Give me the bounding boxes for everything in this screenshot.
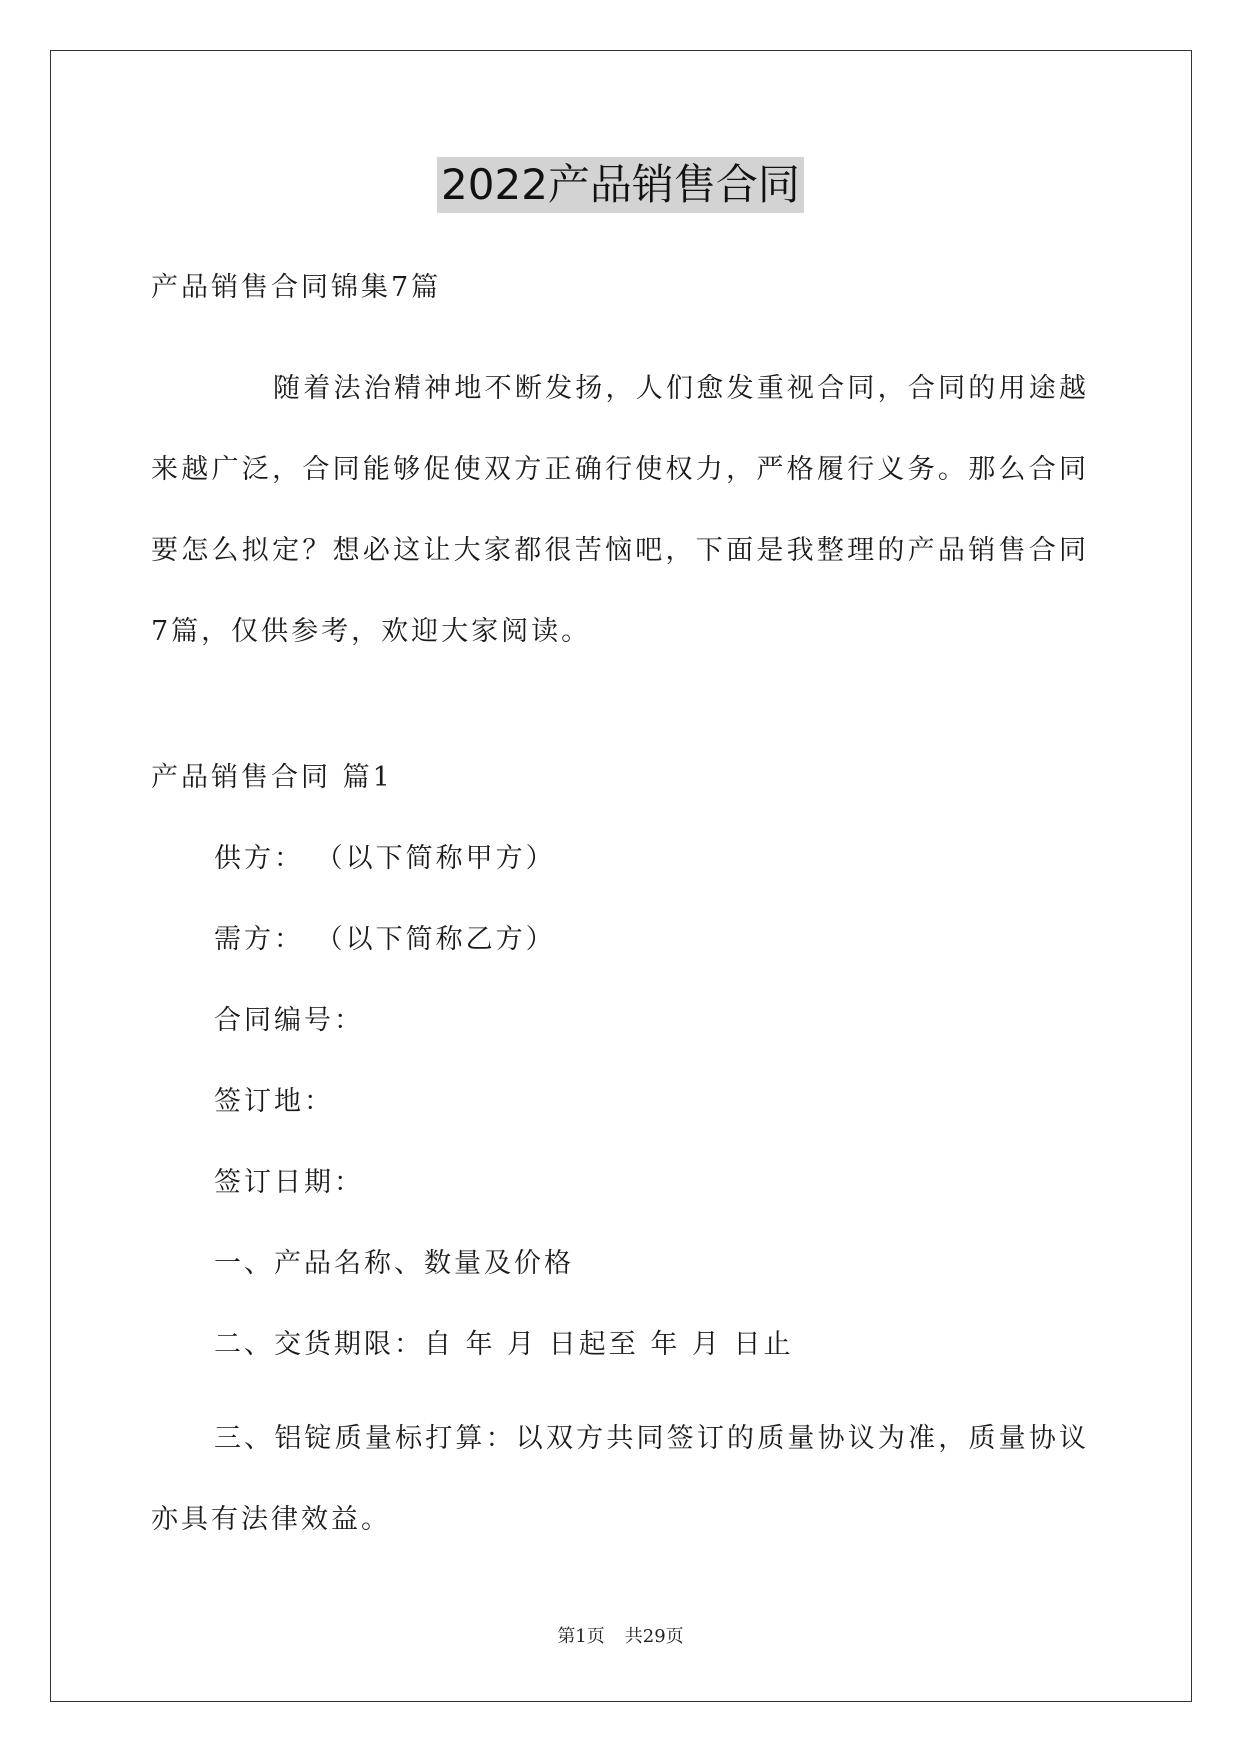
title-container [0,157,1241,213]
intro-paragraph: 随着法治精神地不断发扬，人们愈发重视合同，合同的用途越来越广泛，合同能够促使双方正确行使权力，严格履行义务。那么合同要怎么拟定？想必这让大家都很苦恼吧，下面是我整理的产品销售合同7篇，仅供参考，欢迎大家阅读。 [151,373,1089,647]
section-title: 产品销售合同 篇1 [151,762,393,793]
page-total: 共29页 [624,1626,684,1647]
document-title: 2022产品销售合同 [437,157,804,213]
supplier-line: 供方： （以下简称甲方） [214,843,556,874]
clause-3: 三、铝锭质量标打算：以双方共同签订的质量协议为准，质量协议亦具有法律效益。 [151,1423,1089,1535]
contract-number-line: 合同编号： [214,1005,364,1036]
clause-1: 一、产品名称、数量及价格 [214,1248,574,1279]
buyer-line: 需方： （以下简称乙方） [214,924,556,955]
page-footer [0,1622,1241,1648]
document-subtitle: 产品销售合同锦集7篇 [151,272,442,303]
page-number: 第1页 [557,1626,605,1647]
sign-date-line: 签订日期： [214,1167,364,1198]
sign-place-line: 签订地： [214,1086,334,1117]
clause-2: 二、交货期限：自 年 月 日起至 年 月 日止 [214,1329,794,1360]
